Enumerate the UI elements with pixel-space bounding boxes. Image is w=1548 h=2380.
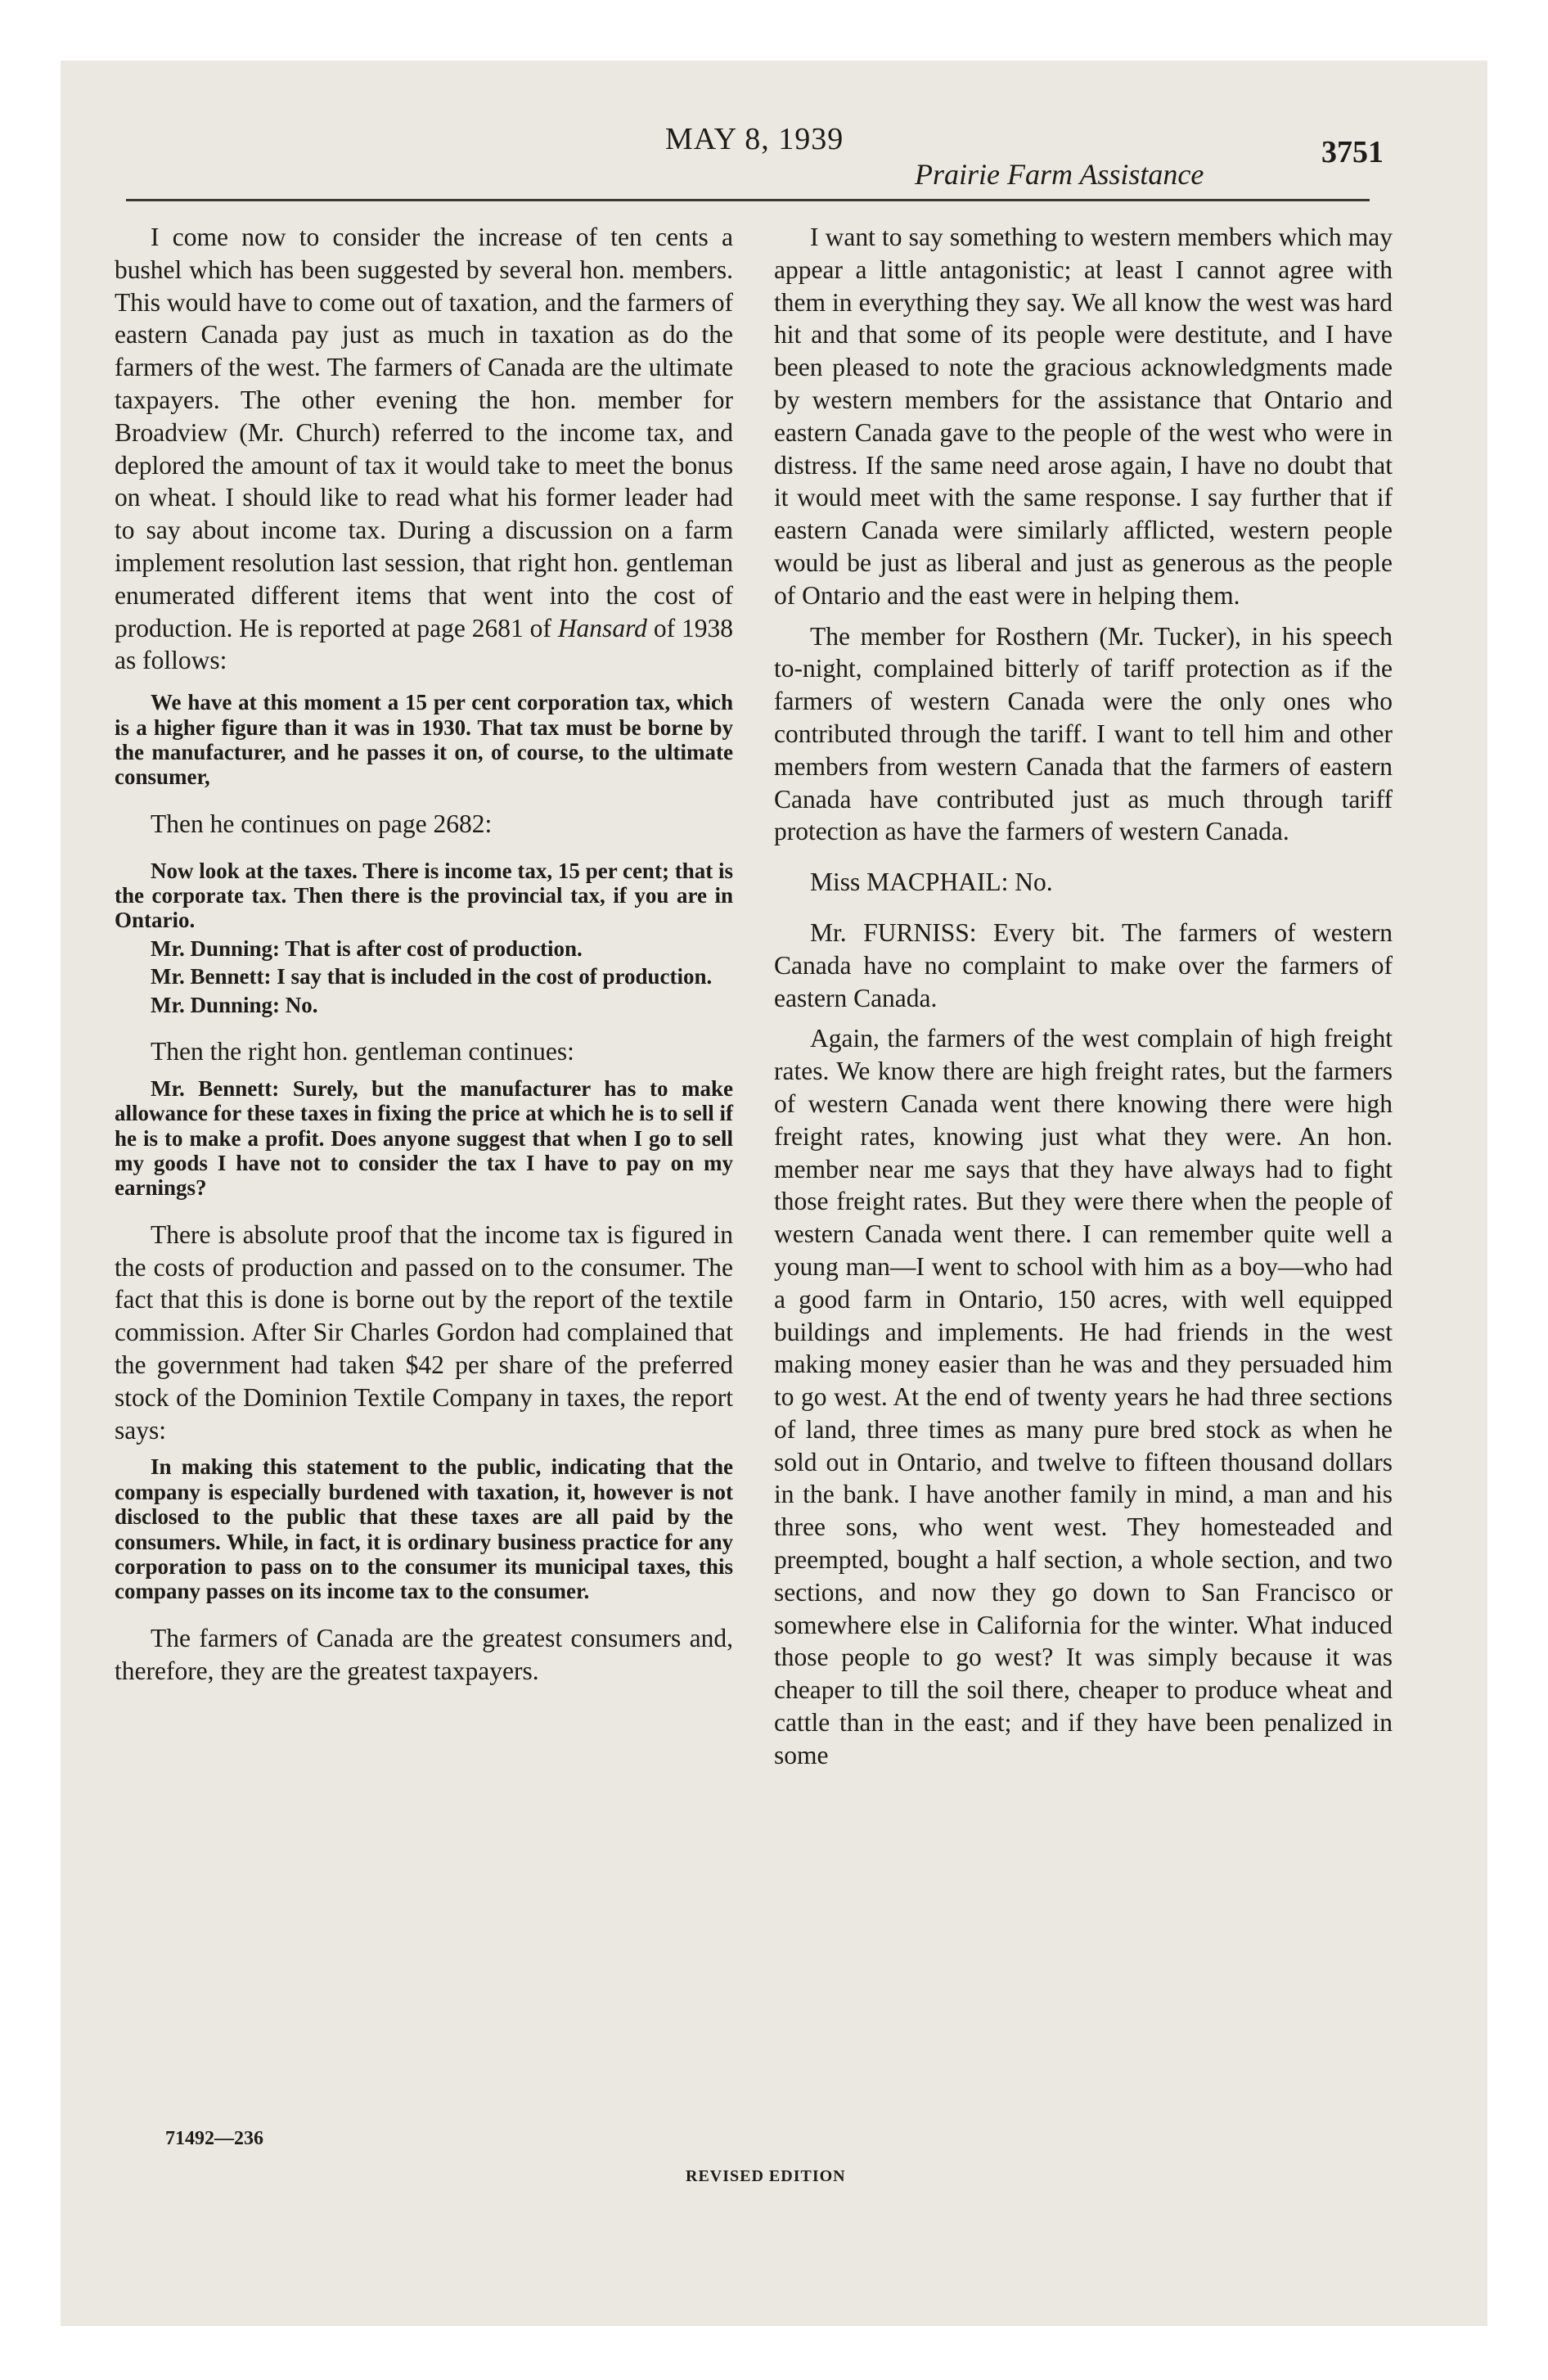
- paragraph: There is absolute proof that the income tax is figured in the costs of production and passed on to the consumer. The fact that this is done is borne out by the report of the textile commission. After Sir Charles Gordon had complained that the government had taken $42 per share of the preferred stock of the Dominion Textile Company in taxes, the report says:: [115, 1219, 733, 1445]
- quotation: In making this statement to the public, indicating that the company is especially burdened with taxation, it, however is not disclosed to the public that these taxes are all paid by the consumers. While, in fact, it is ordinary business practice for any corporation to pass on to the consumer its municipal taxes, this company passes on its income tax to the consumer.: [115, 1454, 733, 1604]
- paragraph: [115, 221, 733, 677]
- paragraph: Again, the farmers of the west complain of high freight rates. We know there are high freight rates, but the farmers of western Canada went there knowing there were high freight rates, knowing just what they were. An hon. member near me says that they have always had to fight those freight rates. But they were there when the people of western Canada went there. I can remember quite well a young man—I went to school with him as a boy—who had a good farm in Ontario, 150 acres, with well equipped buildings and implements. He had friends in the west making money easier than he was and they persuaded him to go west. At the end of twenty years he had three sections of land, three times as many pure bred stock as when he sold out in Ontario, and twelve to fifteen thousand dollars in the bank. I have another family in mind, a man and his three sons, who went west. They homesteaded and preempted, bought a half section, a whole section, and two sections, and now they go down to San Francisco or somewhere else in California for the winter. What induced those people to go west? It was simply because it was cheaper to till the soil there, cheaper to produce wheat and cattle than in the east; and if they have been penalized in some: [774, 1024, 1393, 1769]
- left-column: [115, 221, 733, 1695]
- paragraph: The farmers of Canada are the greatest consumers and, therefore, they are the greatest taxpayers.: [115, 1623, 733, 1685]
- header-rule: [126, 199, 1370, 201]
- header-date: MAY 8, 1939: [665, 122, 844, 156]
- header-page-number: 3751: [1321, 135, 1384, 169]
- paragraph: Then he continues on page 2682:: [151, 809, 493, 838]
- paragraph: Mr. FURNISS: Every bit. The farmers of western Canada have no complaint to make over the farmers of eastern Canada.: [774, 917, 1393, 1012]
- quotation: We have at this moment a 15 per cent corporation tax, which is a higher figure than it was in 1930. That tax must be borne by the manufacturer, and he passes it on, of course, to the ultimate consumer,: [115, 690, 733, 790]
- quotation: Mr. Dunning: No.: [151, 992, 318, 1017]
- quotation: Mr. Bennett: I say that is included in the cost of production.: [151, 964, 713, 989]
- paragraph: The member for Rosthern (Mr. Tucker), in his speech to-night, complained bitterly of tariff protection as if the farmers of western Canada were the only ones who contributed through the tariff. I want to tell him and other members from western Canada that the farmers of eastern Canada have contributed just as much through tariff protection as have the farmers of western Canada.: [774, 621, 1393, 846]
- quotation: Mr. Bennett: Surely, but the manufacturer has to make allowance for these taxes in fixing the price at which he is to sell if he is to make a profit. Does anyone suggest that when I go to sell my goods I have not to consider the tax I have to pay on my earnings?: [115, 1075, 733, 1201]
- footer-edition: REVISED EDITION: [686, 2167, 846, 2185]
- header-section-title: Prairie Farm Assistance: [915, 158, 1204, 191]
- quotation: Mr. Dunning: That is after cost of production.: [151, 935, 583, 961]
- paragraph-text: of 1938 as follows:: [115, 613, 734, 675]
- quotation: Now look at the taxes. There is income tax, 15 per cent; that is the corporate tax. Then there is the provincial tax, if you are in Ontario.: [115, 858, 733, 933]
- right-column: [774, 221, 1393, 1780]
- paragraph: Then the right hon. gentleman continues:: [151, 1037, 574, 1066]
- footer-print-code: 71492—236: [165, 2128, 263, 2149]
- paragraph-text: I come now to consider the increase of ten cents a bushel which has been suggested by several hon. members. This would have to come out of taxation, and the farmers of eastern Canada pay just as much in taxation as do the farmers of the west. The farmers of Canada are the ultimate taxpayers. The other evening the hon. member for Broadview (Mr. Church) referred to the income tax, and deplored the amount of tax it would take to meet the bonus on wheat. I should like to read what his former leader had to say about income tax. During a discussion on a farm implement resolution last session, that right hon. gentleman enumerated different items that went into the cost of production. He is reported at page 2681 of: [115, 223, 733, 642]
- hansard-title: Hansard: [557, 613, 647, 642]
- paragraph: Miss MACPHAIL: No.: [810, 868, 1053, 897]
- paragraph: I want to say something to western members which may appear a little antagonistic; at least I cannot agree with them in everything they say. We all know the west was hard hit and that some of its people were destitute, and I have been pleased to note the gracious acknowledgments made by western members for the assistance that Ontario and eastern Canada gave to the people of the west who were in distress. If the same need arose again, I have no doubt that it would meet with the same response. I say further that if eastern Canada were similarly afflicted, western people would be just as liberal and just as generous as the people of Ontario and the east were in helping them.: [774, 223, 1393, 610]
